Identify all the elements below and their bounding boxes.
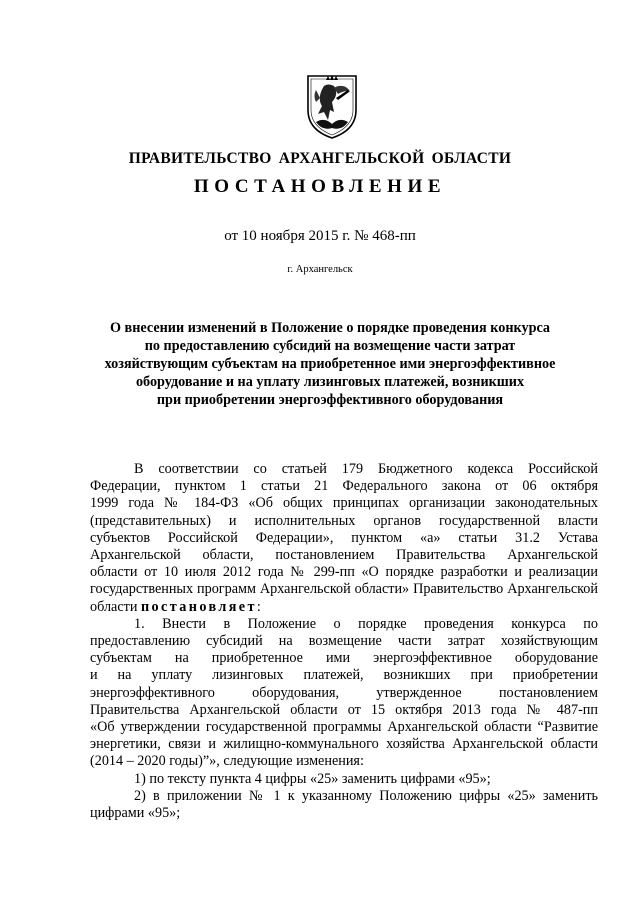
preamble-line: Архангельской области, постановлением Правительства Архангельской xyxy=(90,547,598,564)
item1-line: 1. Внести в Положение о порядке проведения конкурса по xyxy=(134,615,598,632)
preamble-line: Федерации, пунктом 1 статьи 21 Федерального закона от 06 октября xyxy=(90,478,598,495)
subject-line: при приобретении энергоэффективного оборудования xyxy=(156,392,504,408)
subject-line: оборудование и на уплату лизинговых платежей, возникших xyxy=(135,374,525,390)
item1-line: и на уплату лизинговых платежей, возникших при приобретении xyxy=(90,667,598,684)
subitem-2-line: цифрами «95»; xyxy=(90,805,181,822)
government-title: ПРАВИТЕЛЬСТВО АРХАНГЕЛЬСКОЙ ОБЛАСТИ xyxy=(128,150,512,167)
preamble-end: области xyxy=(90,598,138,615)
item1-line: «Об утверждении государственной программы Архангельской области “Развитие xyxy=(90,719,598,736)
preamble-line: государственных программ Архангельской области» Правительство Архангельской xyxy=(90,581,598,598)
preamble-line: 1999 года № 184-ФЗ «Об общих принципах организации законодательных xyxy=(90,495,598,512)
coat-of-arms-icon xyxy=(304,72,360,140)
subject-line: хозяйствующим субъектам на приобретенное ими энергоэффективное xyxy=(104,356,556,372)
subitem-1: 1) по тексту пункта 4 цифры «25» заменить цифрами «95»; xyxy=(134,770,491,787)
document-type: ПОСТАНОВЛЕНИЕ xyxy=(193,176,447,197)
resolves-word: постановляет xyxy=(140,598,257,615)
preamble-line: субъектов Российской Федерации», пунктом «а» статьи 31.2 Устава xyxy=(90,529,598,546)
document-subject xyxy=(60,319,600,409)
item1-line: предоставлению субсидий на возмещение части затрат хозяйствующим xyxy=(90,633,598,650)
document-body xyxy=(90,461,598,822)
resolution-line xyxy=(90,599,598,616)
item1-line: энергоэффективного оборудования, утвержденное постановлением xyxy=(90,684,598,701)
subitem-2-line: 2) в приложении № 1 к указанному Положению цифры «25» заменить xyxy=(134,787,598,804)
subject-line: по предоставлению субсидий на возмещение части затрат xyxy=(144,338,516,354)
document-date-number: от 10 ноября 2015 г. № 468-пп xyxy=(224,228,416,244)
preamble-line: области от 10 июля 2012 года № 299-пп «О порядке разработки и реализации xyxy=(90,564,598,581)
preamble-line: (представительных) и исполнительных органов государственной власти xyxy=(90,512,598,529)
document-city: г. Архангельск xyxy=(287,264,353,275)
item1-line: энергетики, связи и жилищно-коммунального хозяйства Архангельской области xyxy=(90,736,598,753)
item1-line: (2014 – 2020 годы)”», следующие изменения: xyxy=(90,753,364,770)
item1-line: Правительства Архангельской области от 15 октября 2013 года № 487-пп xyxy=(90,701,598,718)
resolves-colon: : xyxy=(256,598,261,615)
item1-line: субъектам на приобретенное ими энергоэффективное оборудование xyxy=(90,650,598,667)
preamble-line: В соответствии со статьей 179 Бюджетного кодекса Российской xyxy=(134,461,598,477)
subject-line: О внесении изменений в Положение о порядке проведения конкурса xyxy=(109,320,551,336)
